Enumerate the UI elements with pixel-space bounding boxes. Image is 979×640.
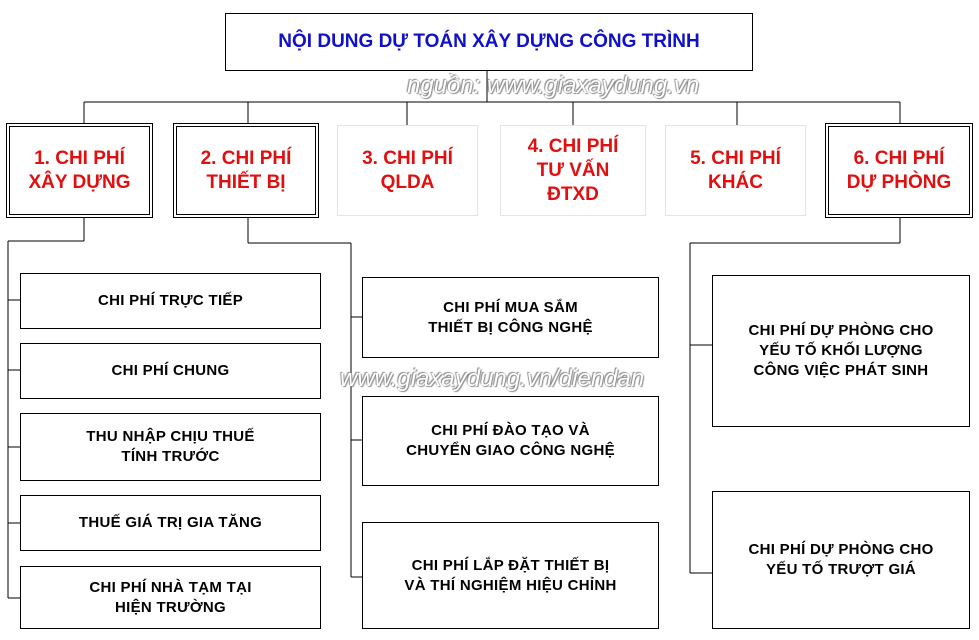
category-label: 1. CHI PHÍ XÂY DỰNG xyxy=(28,147,131,193)
construction-item-vat xyxy=(20,495,321,551)
category-label: 3. CHI PHÍ QLDA xyxy=(362,147,453,193)
category-contingency xyxy=(825,123,973,218)
root-title: NỘI DUNG DỰ TOÁN XÂY DỰNG CÔNG TRÌNH xyxy=(278,31,700,52)
watermark-forum: www.giaxaydung.vn/diendan xyxy=(340,365,645,392)
category-label: 5. CHI PHÍ KHÁC xyxy=(690,147,781,193)
item-label: CHI PHÍ DỰ PHÒNG CHO YẾU TỐ TRƯỢT GIÁ xyxy=(748,541,934,578)
root-title-box xyxy=(225,13,753,71)
construction-item-direct-cost xyxy=(20,273,321,329)
category-label: 4. CHI PHÍ TƯ VẤN ĐTXD xyxy=(527,135,619,205)
equipment-item-purchase xyxy=(362,277,659,358)
item-label: THU NHẬP CHỊU THUẾ TÍNH TRƯỚC xyxy=(86,428,255,465)
category-consulting xyxy=(500,125,646,216)
equipment-item-training xyxy=(362,396,659,486)
category-construction xyxy=(6,123,153,218)
equipment-item-installation xyxy=(362,522,659,629)
item-label: THUẾ GIÁ TRỊ GIA TĂNG xyxy=(78,514,263,531)
watermark-source: nguồn: www.giaxaydung.vn xyxy=(407,72,700,99)
item-label: CHI PHÍ MUA SẮM THIẾT BỊ CÔNG NGHỆ xyxy=(428,298,593,336)
construction-item-pretax-income xyxy=(20,413,321,481)
item-label: CHI PHÍ CHUNG xyxy=(111,362,230,379)
item-label: CHI PHÍ NHÀ TẠM TẠI HIỆN TRƯỜNG xyxy=(89,578,252,616)
category-label: 6. CHI PHÍ DỰ PHÒNG xyxy=(846,147,952,193)
category-other xyxy=(665,125,806,216)
contingency-item-price-escalation xyxy=(712,491,970,629)
category-project-management xyxy=(337,125,478,216)
item-label: CHI PHÍ TRỰC TIẾP xyxy=(97,292,244,309)
category-label: 2. CHI PHÍ THIẾT BỊ xyxy=(200,147,292,193)
construction-item-temporary-housing xyxy=(20,566,321,629)
item-label: CHI PHÍ DỰ PHÒNG CHO YẾU TỐ KHỐI LƯỢNG CÔNG VIỆC PHÁT SINH xyxy=(748,322,934,379)
category-equipment xyxy=(173,123,319,218)
construction-item-general-cost xyxy=(20,343,321,399)
contingency-item-quantity xyxy=(712,275,970,427)
item-label: CHI PHÍ LẮP ĐẶT THIẾT BỊ VÀ THÍ NGHIỆM HIỆU CHỈNH xyxy=(404,556,617,594)
item-label: CHI PHÍ ĐÀO TẠO VÀ CHUYỂN GIAO CÔNG NGHỆ xyxy=(406,422,615,459)
